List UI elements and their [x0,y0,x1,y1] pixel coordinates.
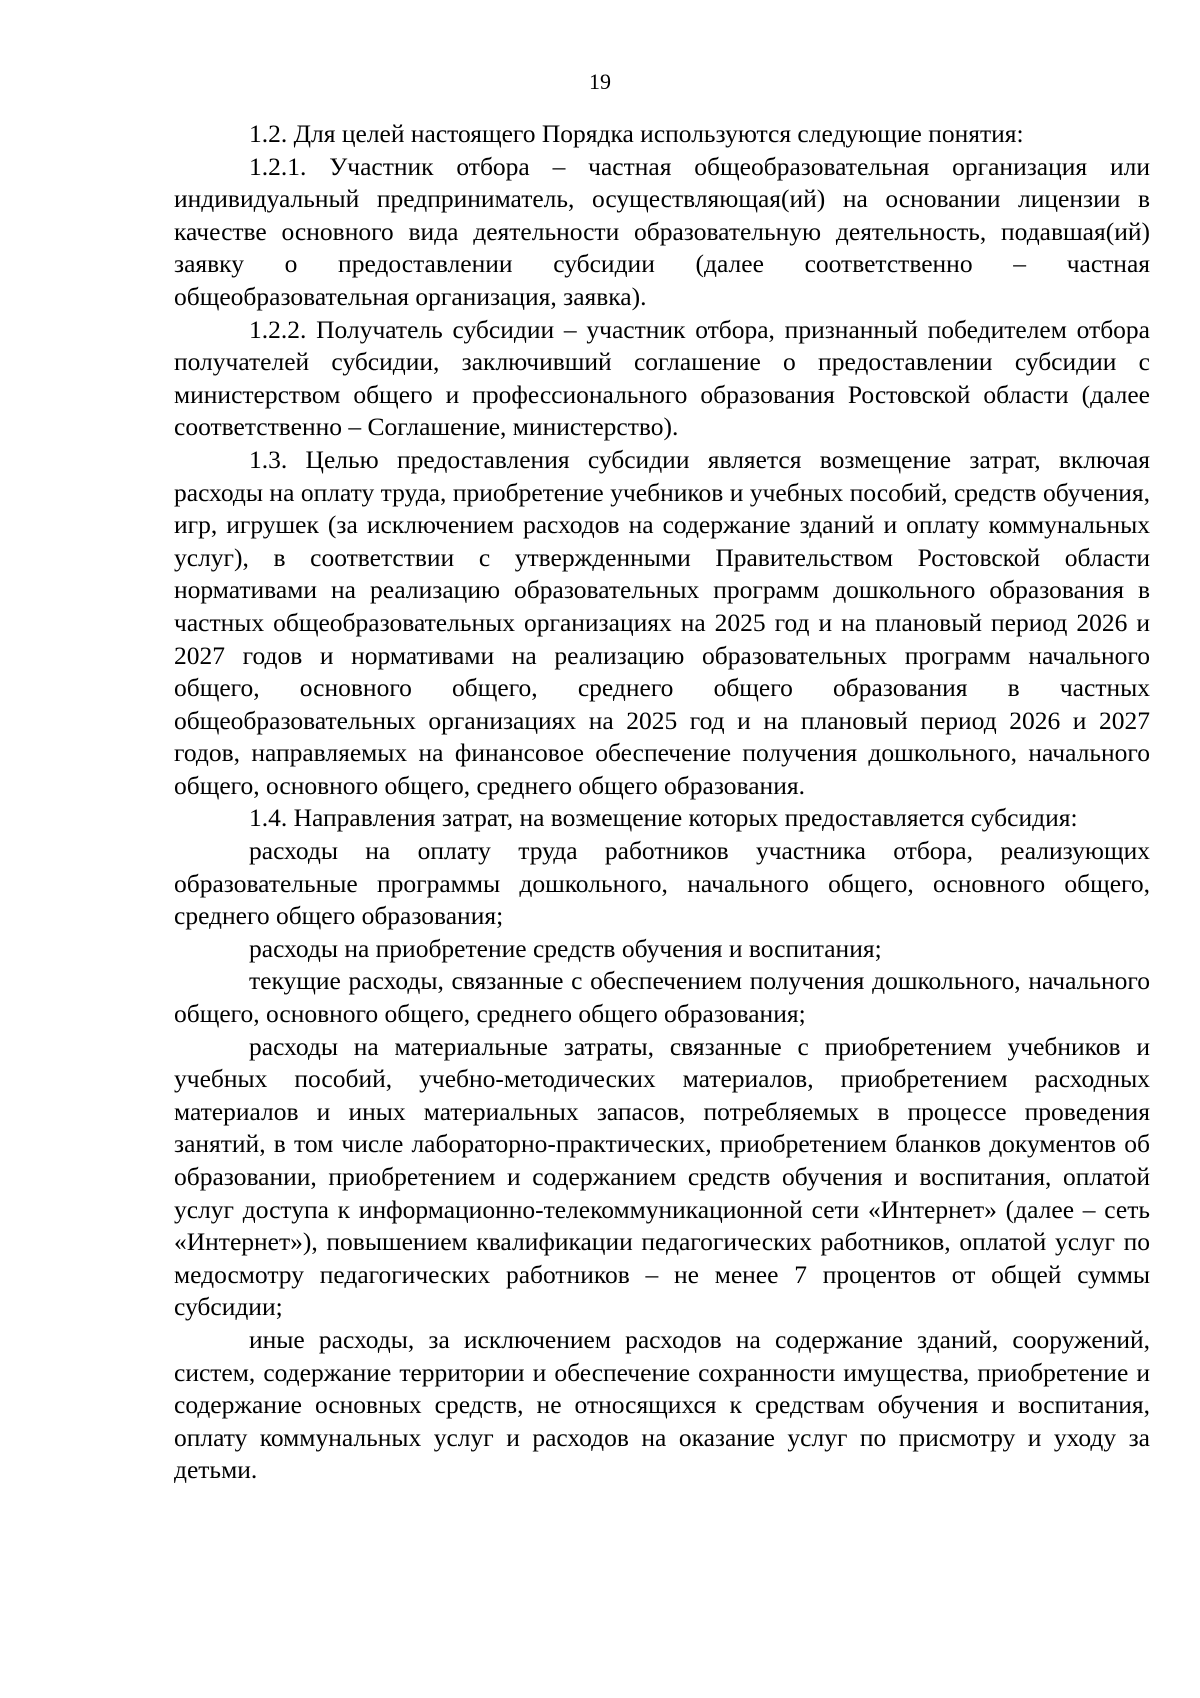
paragraph-1-2-1: 1.2.1. Участник отбора – частная общеобразовательная организация или индивидуальный предприниматель, осуществляющая(ий) на основании лицензии в качестве основного вида деятельности образовательную деятельность, подавшая(ий) заявку о предоставлении субсидии (далее соответственно – частная общеобразовательная организация, заявка). [174,151,1150,311]
paragraph-1-2: 1.2. Для целей настоящего Порядка используются следующие понятия: [249,119,1024,148]
paragraph-1-3: 1.3. Целью предоставления субсидии является возмещение затрат, включая расходы на оплату труда, приобретение учебников и учебных пособий, средств обучения, игр, игрушек (за исключением расходов на содержание зданий и оплату коммунальных услуг), в соответствии с утвержденными Правительством Ростовской области нормативами на реализацию образовательных программ дошкольного образования в частных общеобразовательных организациях на 2025 год и на плановый период 2026 и 2027 годов и нормативами на реализацию образовательных программ начального общего, основного общего, среднего общего образования в частных общеобразовательных организациях на 2025 год и на плановый период 2026 и 2027 годов, направляемых на финансовое обеспечение получения дошкольного, начального общего, основного общего, среднего общего образования. [174,444,1150,800]
page-number: 19 [589,69,611,94]
list-item-other-expenses: иные расходы, за исключением расходов на содержание зданий, сооружений, систем, содержание территории и обеспечение сохранности имущества, приобретение и содержание основных средств, не относящихся к средствам обучения и воспитания, оплату коммунальных услуг и расходов на оказание услуг по присмотру и уходу за детьми. [174,1324,1150,1485]
list-item-material-costs: расходы на материальные затраты, связанные с приобретением учебников и учебных пособий, учебно-методических материалов, приобретением расходных материалов и иных материальных запасов, потребляемых в процессе проведения занятий, в том числе лабораторно-практических, приобретением бланков документов об образовании, приобретением и содержанием средств обучения и воспитания, оплатой услуг доступа к информационно-телекоммуникационной сети «Интернет» (далее – сеть «Интернет»), повышением квалификации педагогических работников, оплатой услуг по медосмотру педагогических работников – не менее 7 процентов от общей суммы субсидии; [174,1031,1150,1322]
paragraph-1-4: 1.4. Направления затрат, на возмещение которых предоставляется субсидия: [249,803,1078,833]
list-item-labor-costs: расходы на оплату труда работников участника отбора, реализующих образовательные программы дошкольного, начального общего, основного общего, среднего общего образования; [174,836,1150,931]
paragraph-1-2-2: 1.2.2. Получатель субсидии – участник отбора, признанный победителем отбора получателей субсидии, заключивший соглашение о предоставлении субсидии с министерством общего и профессионального образования Ростовской области (далее соответственно – Соглашение, министерство). [174,314,1150,442]
document-body [174,118,1150,1487]
list-item-teaching-aids: расходы на приобретение средств обучения и воспитания; [249,933,882,963]
list-item-current-expenses: текущие расходы, связанные с обеспечением получения дошкольного, начального общего, основного общего, среднего общего образования; [174,966,1150,1029]
